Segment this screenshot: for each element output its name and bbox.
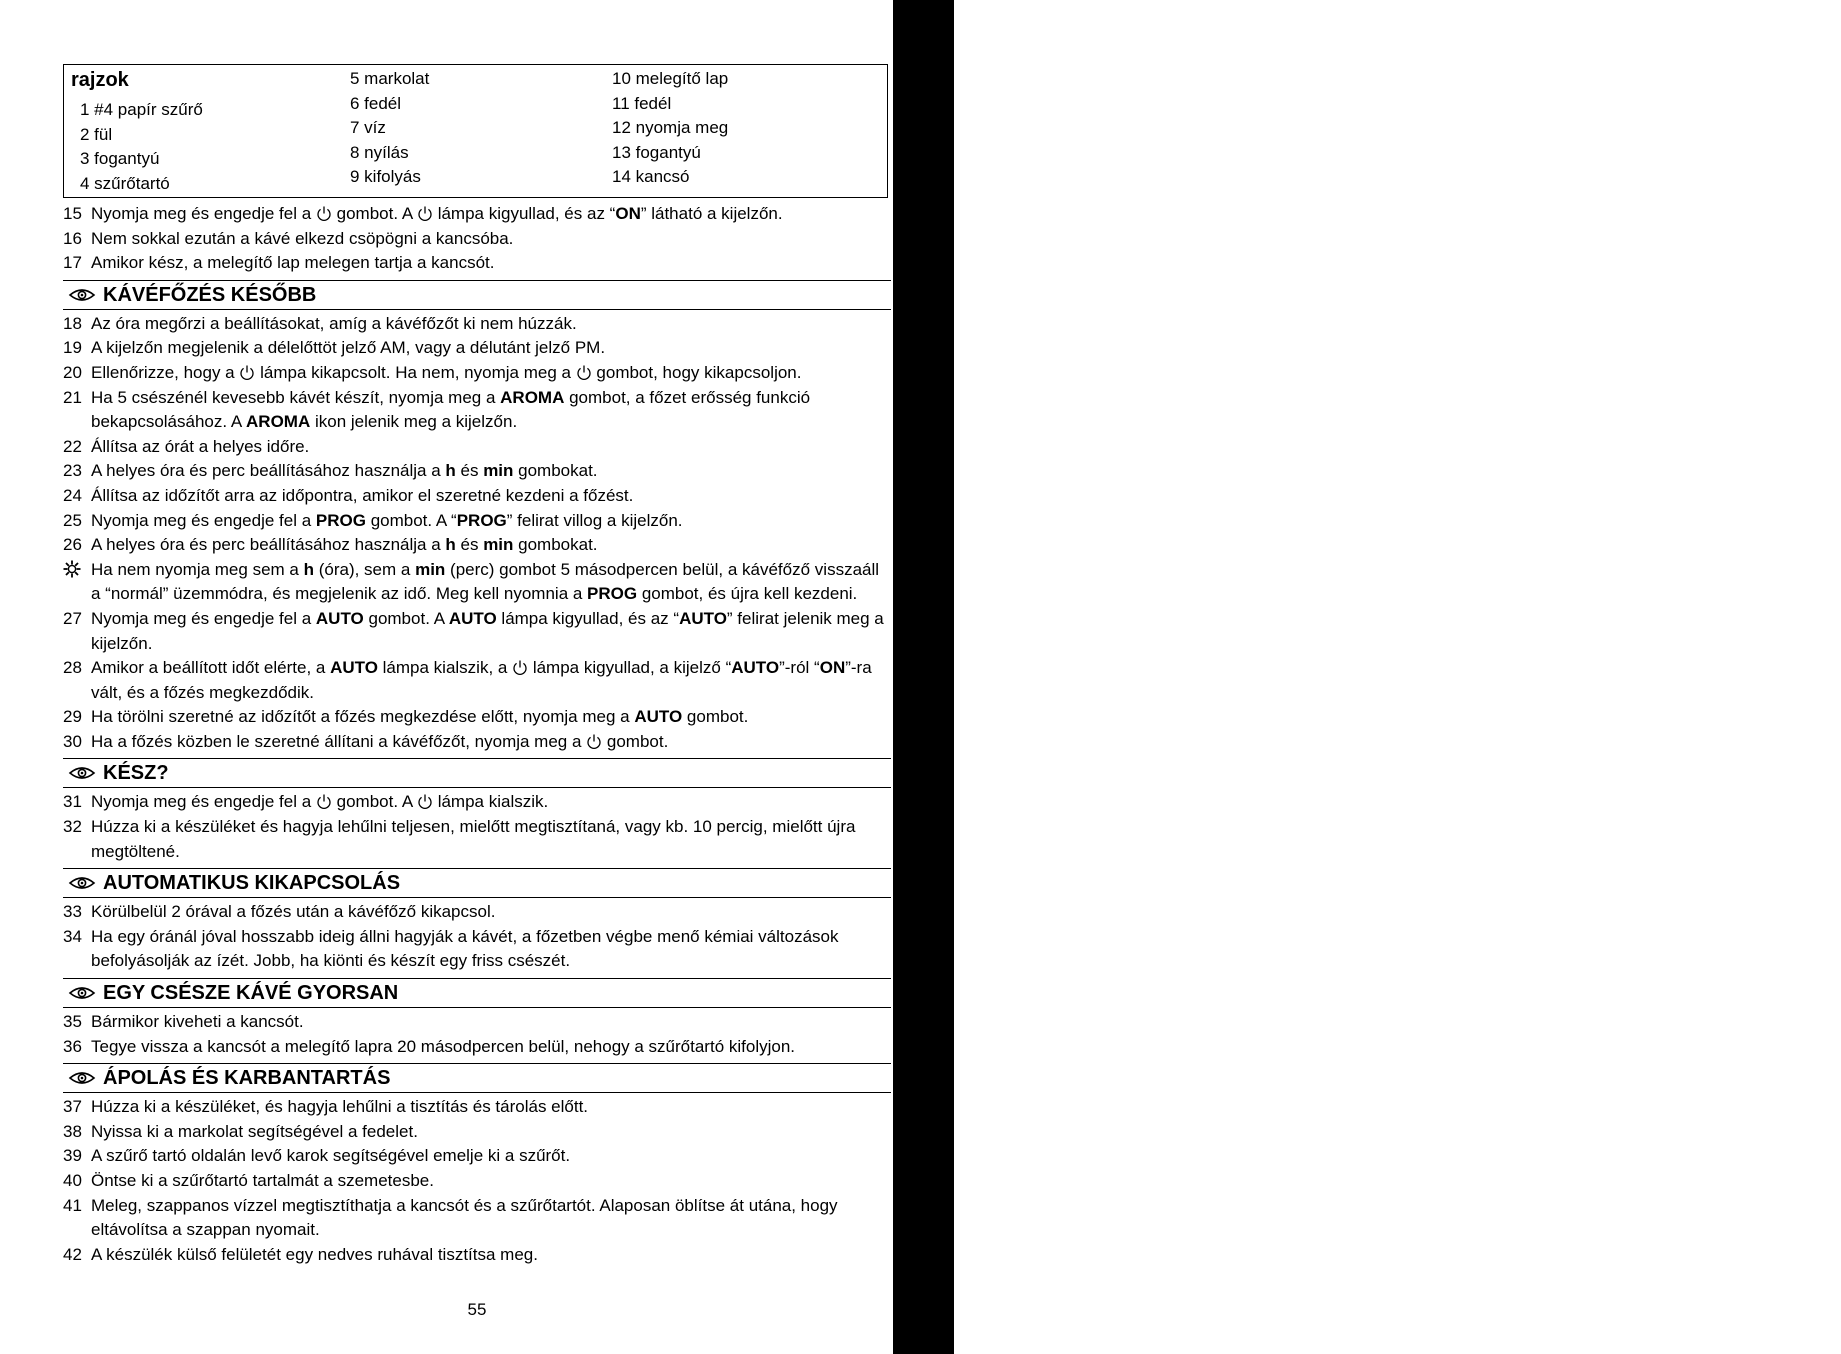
eye-icon <box>69 1071 95 1085</box>
instruction-step <box>63 435 891 460</box>
instruction-step <box>63 1010 891 1035</box>
instruction-step <box>63 558 891 607</box>
power-icon <box>316 205 332 222</box>
instruction-step <box>63 386 891 435</box>
part-label: 12 nyomja meg <box>612 118 729 137</box>
part-label: 14 kancsó <box>612 167 690 186</box>
parts-column-1 <box>80 98 203 196</box>
instruction-step <box>63 790 891 815</box>
step-number: 21 <box>63 387 82 407</box>
part-label: 13 fogantyú <box>612 142 701 162</box>
step-text: A készülék külső felületét egy nedves ruhával tisztítsa meg. <box>91 1244 538 1264</box>
instruction-step <box>63 815 891 864</box>
power-icon <box>576 364 592 381</box>
step-number: 42 <box>63 1244 82 1264</box>
instruction-step <box>63 1169 891 1194</box>
instruction-step <box>63 227 891 252</box>
step-number: 39 <box>63 1146 82 1166</box>
step-number: 36 <box>63 1036 82 1056</box>
step-text: Ha 5 csészénél kevesebb kávét készít, nyomja meg a AROMA gombot, a főzet erősség funkció bekapcsolásához. A AROMA ikon jelenik meg a kijelzőn. <box>91 387 811 432</box>
side-tab <box>893 0 1841 1354</box>
step-text: Nyissa ki a markolat segítségével a fedelet. <box>91 1121 418 1141</box>
tip-icon <box>63 560 81 578</box>
part-label: 7 víz <box>350 118 386 137</box>
step-number: 27 <box>63 608 82 628</box>
step-number: 15 <box>63 204 82 223</box>
parts-column-3 <box>612 67 728 190</box>
step-text: Állítsa az időzítőt arra az időpontra, amikor el szeretné kezdeni a főzést. <box>91 485 634 505</box>
instruction-step <box>63 484 891 509</box>
section-heading-text: KÁVÉFŐZÉS KÉSŐBB <box>103 283 317 306</box>
instruction-step <box>63 459 891 484</box>
instruction-step <box>63 1144 891 1169</box>
step-number: 33 <box>63 902 82 922</box>
step-number: 34 <box>63 926 82 946</box>
instruction-step <box>63 312 891 337</box>
step-number: 20 <box>63 362 82 382</box>
step-text: Nyomja meg és engedje fel a gombot. A lámpa kialszik. <box>91 792 549 812</box>
instruction-step <box>63 509 891 534</box>
step-text: Húzza ki a készüléket, és hagyja lehűlni a tisztítás és tárolás előtt. <box>91 1097 589 1117</box>
page-number: 55 <box>467 1300 487 1319</box>
instruction-step <box>63 925 891 974</box>
step-number: 17 <box>63 253 82 273</box>
parts-column-2 <box>350 67 429 190</box>
power-icon <box>512 659 528 676</box>
step-number: 29 <box>63 707 82 727</box>
step-text: Ellenőrizze, hogy a lámpa kikapcsolt. Ha nem, nyomja meg a gombot, hogy kikapcsoljon. <box>91 362 802 382</box>
instruction-step <box>63 1120 891 1145</box>
step-text: A helyes óra és perc beállításához használja a h és min gombokat. <box>91 461 598 481</box>
section-heading-text: ÁPOLÁS ÉS KARBANTARTÁS <box>103 1067 391 1090</box>
part-label: 4 szűrőtartó <box>80 173 170 193</box>
step-number <box>63 558 81 583</box>
instruction-step <box>63 1243 891 1268</box>
step-number: 40 <box>63 1171 82 1190</box>
step-number: 28 <box>63 658 82 678</box>
section-heading <box>63 978 891 1008</box>
step-text: Meleg, szappanos vízzel megtisztíthatja a kancsót és a szűrőtartót. Alaposan öblítse át utána, hogy eltávolítsa a szappan nyomait. <box>91 1195 838 1240</box>
step-number: 23 <box>63 461 82 481</box>
section-heading <box>63 868 891 898</box>
step-text: Állítsa az órát a helyes időre. <box>91 436 310 456</box>
eye-icon <box>69 288 95 302</box>
step-text: Ha nem nyomja meg sem a h (óra), sem a min (perc) gombot 5 másodpercen belül, a kávéfőző visszaáll a “normál” üzemmódra, és megjelenik az idő. Meg kell nyomnia a PROG gombot, és újra kell kezdeni. <box>91 559 880 604</box>
instructions <box>63 202 891 1267</box>
step-text: Ha egy óránál jóval hosszabb ideig állni hagyják a kávét, a főzetben végbe menő kémiai változások befolyásolják az ízét. Jobb, ha kiönti és készít egy friss csészét. <box>91 926 839 971</box>
step-text: Nyomja meg és engedje fel a PROG gombot. A “PROG” felirat villog a kijelzőn. <box>91 510 683 530</box>
section-heading-text: KÉSZ? <box>103 762 169 785</box>
part-label: 11 fedél <box>612 93 672 113</box>
part-label: 2 fül <box>80 124 113 144</box>
section-heading-text: EGY CSÉSZE KÁVÉ GYORSAN <box>103 982 399 1005</box>
part-label: 8 nyílás <box>350 142 409 162</box>
step-text: Amikor a beállított időt elérte, a AUTO lámpa kialszik, a lámpa kigyullad, a kijelző “AUTO”-ról “ON”-ra vált, és a főzés megkezdődik. <box>91 658 872 702</box>
eye-icon <box>69 986 95 1000</box>
instruction-step <box>63 533 891 558</box>
step-number: 30 <box>63 731 82 751</box>
step-text: Nem sokkal ezután a kávé elkezd csöpögni a kancsóba. <box>91 228 514 248</box>
instruction-step <box>63 361 891 386</box>
step-number: 24 <box>63 485 82 505</box>
step-text: Ha törölni szeretné az időzítőt a főzés megkezdése előtt, nyomja meg a AUTO gombot. <box>91 707 749 727</box>
part-label: 3 fogantyú <box>80 149 160 168</box>
power-icon <box>417 205 433 222</box>
instruction-step <box>63 1095 891 1120</box>
step-number: 32 <box>63 817 82 837</box>
section-heading-text: AUTOMATIKUS KIKAPCSOLÁS <box>103 872 401 895</box>
step-number: 22 <box>63 436 82 456</box>
step-number: 19 <box>63 338 82 358</box>
instruction-step <box>63 656 891 705</box>
instruction-step <box>63 202 891 227</box>
part-label: 5 markolat <box>350 69 430 88</box>
parts-list-box <box>63 64 888 198</box>
part-label: 10 melegítő lap <box>612 69 729 88</box>
instruction-step <box>63 607 891 656</box>
power-icon <box>239 364 255 381</box>
instruction-step <box>63 1035 891 1060</box>
step-text: Húzza ki a készüléket és hagyja lehűlni teljesen, mielőtt megtisztítaná, vagy kb. 10 percig, mielőtt újra megtöltené. <box>91 817 856 861</box>
step-text: Nyomja meg és engedje fel a AUTO gombot. A AUTO lámpa kigyullad, és az “AUTO” felirat jelenik meg a kijelzőn. <box>91 608 884 653</box>
power-icon <box>586 733 602 750</box>
instruction-step <box>63 251 891 276</box>
instruction-step <box>63 1194 891 1243</box>
step-number: 25 <box>63 510 82 530</box>
instruction-step <box>63 336 891 361</box>
step-text: Az óra megőrzi a beállításokat, amíg a kávéfőzőt ki nem húzzák. <box>91 313 577 333</box>
parts-title: rajzok <box>71 69 129 91</box>
eye-icon <box>69 766 95 780</box>
part-label: 9 kifolyás <box>350 167 421 186</box>
step-text: Nyomja meg és engedje fel a gombot. A lámpa kigyullad, és az “ON” látható a kijelzőn. <box>91 204 783 223</box>
step-number: 41 <box>63 1195 82 1215</box>
step-number: 31 <box>63 792 82 812</box>
step-text: Ha a főzés közben le szeretné állítani a kávéfőzőt, nyomja meg a gombot. <box>91 731 669 751</box>
side-tab-label: utasítások <box>1794 49 1841 251</box>
step-text: A kijelzőn megjelenik a délelőttöt jelző AM, vagy a délutánt jelző PM. <box>91 338 606 358</box>
step-number: 16 <box>63 228 82 248</box>
step-number: 35 <box>63 1012 82 1032</box>
instruction-step <box>63 730 891 755</box>
step-number: 18 <box>63 313 82 333</box>
section-heading <box>63 758 891 788</box>
step-number: 38 <box>63 1121 82 1141</box>
part-label: 6 fedél <box>350 93 402 113</box>
step-text: Bármikor kiveheti a kancsót. <box>91 1012 304 1032</box>
step-number: 37 <box>63 1097 82 1117</box>
power-icon <box>316 793 332 810</box>
step-text: A szűrő tartó oldalán levő karok segítségével emelje ki a szűrőt. <box>91 1146 571 1166</box>
power-icon <box>417 793 433 810</box>
step-number: 26 <box>63 535 82 555</box>
section-heading <box>63 1063 891 1093</box>
step-text: Tegye vissza a kancsót a melegítő lapra 20 másodpercen belül, nehogy a szűrőtartó kifolyjon. <box>91 1036 796 1056</box>
section-heading <box>63 280 891 310</box>
instruction-step <box>63 900 891 925</box>
part-label: 1 #4 papír szűrő <box>80 100 203 119</box>
instruction-step <box>63 705 891 730</box>
step-text: Körülbelül 2 órával a főzés után a kávéfőző kikapcsol. <box>91 902 496 922</box>
step-text: Amikor kész, a melegítő lap melegen tartja a kancsót. <box>91 253 495 273</box>
step-text: Öntse ki a szűrőtartó tartalmát a szemetesbe. <box>91 1171 434 1190</box>
eye-icon <box>69 876 95 890</box>
step-text: A helyes óra és perc beállításához használja a h és min gombokat. <box>91 535 598 555</box>
